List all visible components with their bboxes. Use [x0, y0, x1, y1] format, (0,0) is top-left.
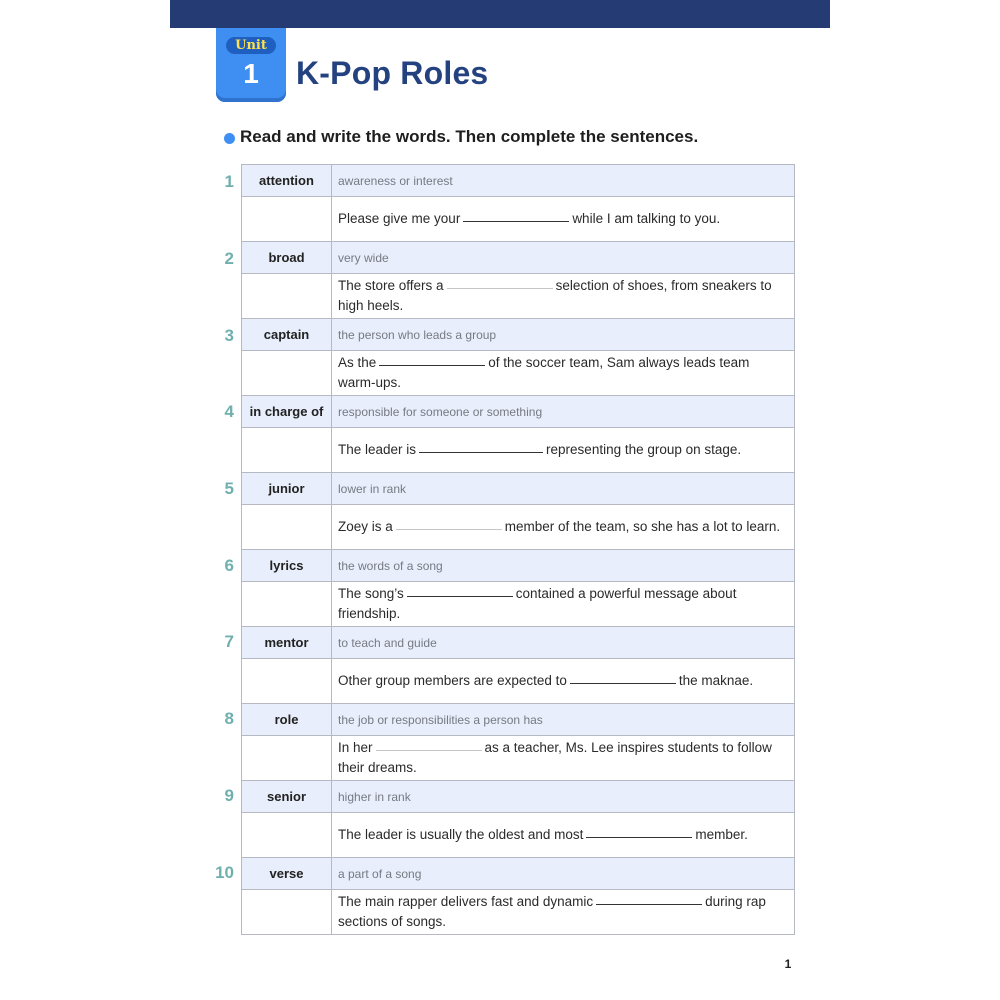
sentence-row: [242, 274, 795, 319]
sentence-before: The leader is usually the oldest and most: [338, 827, 584, 842]
sentence-after: as a teacher, Ms. Lee inspires students to follow their dreams.: [338, 740, 772, 775]
answer-blank[interactable]: [586, 836, 692, 838]
answer-blank[interactable]: [570, 682, 676, 684]
sentence-row: [242, 351, 795, 396]
vocab-word: broad: [242, 242, 332, 274]
sentence-before: The store offers a: [338, 278, 444, 293]
item-number: 3: [224, 326, 234, 345]
sentence-after: selection of shoes, from sneakers to high heels.: [338, 278, 772, 313]
word-write-box[interactable]: [242, 197, 332, 242]
sentence-after: of the soccer team, Sam always leads team warm-ups.: [338, 355, 750, 390]
definition-row: [242, 858, 795, 890]
sentence-text: [332, 505, 795, 550]
sentence-row: [242, 659, 795, 704]
sentence-row: [242, 505, 795, 550]
sentence-text: [332, 274, 795, 319]
answer-blank[interactable]: [596, 903, 702, 905]
definition-text: the person who leads a group: [332, 319, 795, 351]
word-write-box[interactable]: [242, 351, 332, 396]
definition-row: [242, 319, 795, 351]
definition-row: [242, 781, 795, 813]
sentence-row: [242, 428, 795, 473]
word-write-box[interactable]: [242, 890, 332, 935]
definition-row: [242, 242, 795, 274]
word-write-box[interactable]: [242, 736, 332, 781]
unit-badge: [216, 28, 286, 102]
page-number: 1: [784, 957, 792, 971]
sentence-row: [242, 197, 795, 242]
definition-text: to teach and guide: [332, 627, 795, 659]
sentence-row: [242, 736, 795, 781]
unit-label: Unit: [226, 37, 276, 54]
sentence-row: [242, 890, 795, 935]
vocab-word: attention: [242, 165, 332, 197]
definition-text: the job or responsibilities a person has: [332, 704, 795, 736]
sentence-text: [332, 351, 795, 396]
unit-number: 1: [243, 58, 259, 89]
word-write-box[interactable]: [242, 659, 332, 704]
sentence-before: In her: [338, 740, 373, 755]
word-write-box[interactable]: [242, 582, 332, 627]
word-write-box[interactable]: [242, 505, 332, 550]
item-number: 5: [224, 479, 234, 498]
sentence-text: [332, 890, 795, 935]
page-title: K-Pop Roles: [296, 55, 489, 91]
definition-text: responsible for someone or something: [332, 396, 795, 428]
vocab-word: verse: [242, 858, 332, 890]
definition-row: [242, 165, 795, 197]
sentence-text: [332, 197, 795, 242]
sentence-row: [242, 813, 795, 858]
definition-text: very wide: [332, 242, 795, 274]
sentence-after: member of the team, so she has a lot to learn.: [504, 519, 781, 534]
definition-text: a part of a song: [332, 858, 795, 890]
vocab-word: in charge of: [242, 396, 332, 428]
bullet-dot-icon: [224, 133, 235, 144]
sentence-before: Please give me your: [338, 211, 461, 226]
vocabulary-table: [241, 164, 795, 935]
definition-text: awareness or interest: [332, 165, 795, 197]
item-number: 6: [224, 556, 234, 575]
item-number: 2: [224, 249, 234, 268]
answer-blank[interactable]: [379, 364, 485, 366]
definition-row: [242, 550, 795, 582]
sentence-text: [332, 736, 795, 781]
item-number: 9: [224, 786, 234, 805]
definition-row: [242, 473, 795, 505]
item-number: 4: [224, 402, 234, 421]
sentence-text: [332, 659, 795, 704]
sentence-after: while I am talking to you.: [572, 211, 721, 226]
definition-row: [242, 396, 795, 428]
sentence-before: The song’s: [338, 586, 404, 601]
answer-blank[interactable]: [407, 595, 513, 597]
item-number: 8: [224, 709, 234, 728]
sentence-after: the maknae.: [678, 673, 754, 688]
word-write-box[interactable]: [242, 813, 332, 858]
answer-blank[interactable]: [447, 287, 553, 289]
definition-text: lower in rank: [332, 473, 795, 505]
sentence-before: Other group members are expected to: [338, 673, 567, 688]
top-bar: [170, 0, 830, 28]
sentence-before: The leader is: [338, 442, 417, 457]
sentence-row: [242, 582, 795, 627]
sentence-before: The main rapper delivers fast and dynamic: [338, 894, 594, 909]
answer-blank[interactable]: [419, 451, 543, 453]
vocab-word: lyrics: [242, 550, 332, 582]
answer-blank[interactable]: [376, 749, 482, 751]
answer-blank[interactable]: [463, 220, 569, 222]
item-number: 10: [215, 863, 234, 882]
item-number: 1: [224, 172, 234, 191]
sentence-before: As the: [338, 355, 377, 370]
definition-row: [242, 627, 795, 659]
item-number: 7: [224, 632, 234, 651]
instruction-text: Read and write the words. Then complete the sentences.: [240, 127, 699, 146]
word-write-box[interactable]: [242, 428, 332, 473]
vocab-word: junior: [242, 473, 332, 505]
vocab-word: senior: [242, 781, 332, 813]
sentence-text: [332, 813, 795, 858]
sentence-before: Zoey is a: [338, 519, 393, 534]
definition-text: the words of a song: [332, 550, 795, 582]
sentence-after: representing the group on stage.: [546, 442, 742, 457]
word-write-box[interactable]: [242, 274, 332, 319]
definition-text: higher in rank: [332, 781, 795, 813]
vocab-word: mentor: [242, 627, 332, 659]
answer-blank[interactable]: [396, 528, 502, 530]
vocab-word: role: [242, 704, 332, 736]
vocab-word: captain: [242, 319, 332, 351]
sentence-after: member.: [695, 827, 748, 842]
sentence-after: contained a powerful message about friendship.: [338, 586, 737, 621]
sentence-text: [332, 582, 795, 627]
sentence-after: during rap sections of songs.: [338, 894, 766, 929]
definition-row: [242, 704, 795, 736]
sentence-text: [332, 428, 795, 473]
